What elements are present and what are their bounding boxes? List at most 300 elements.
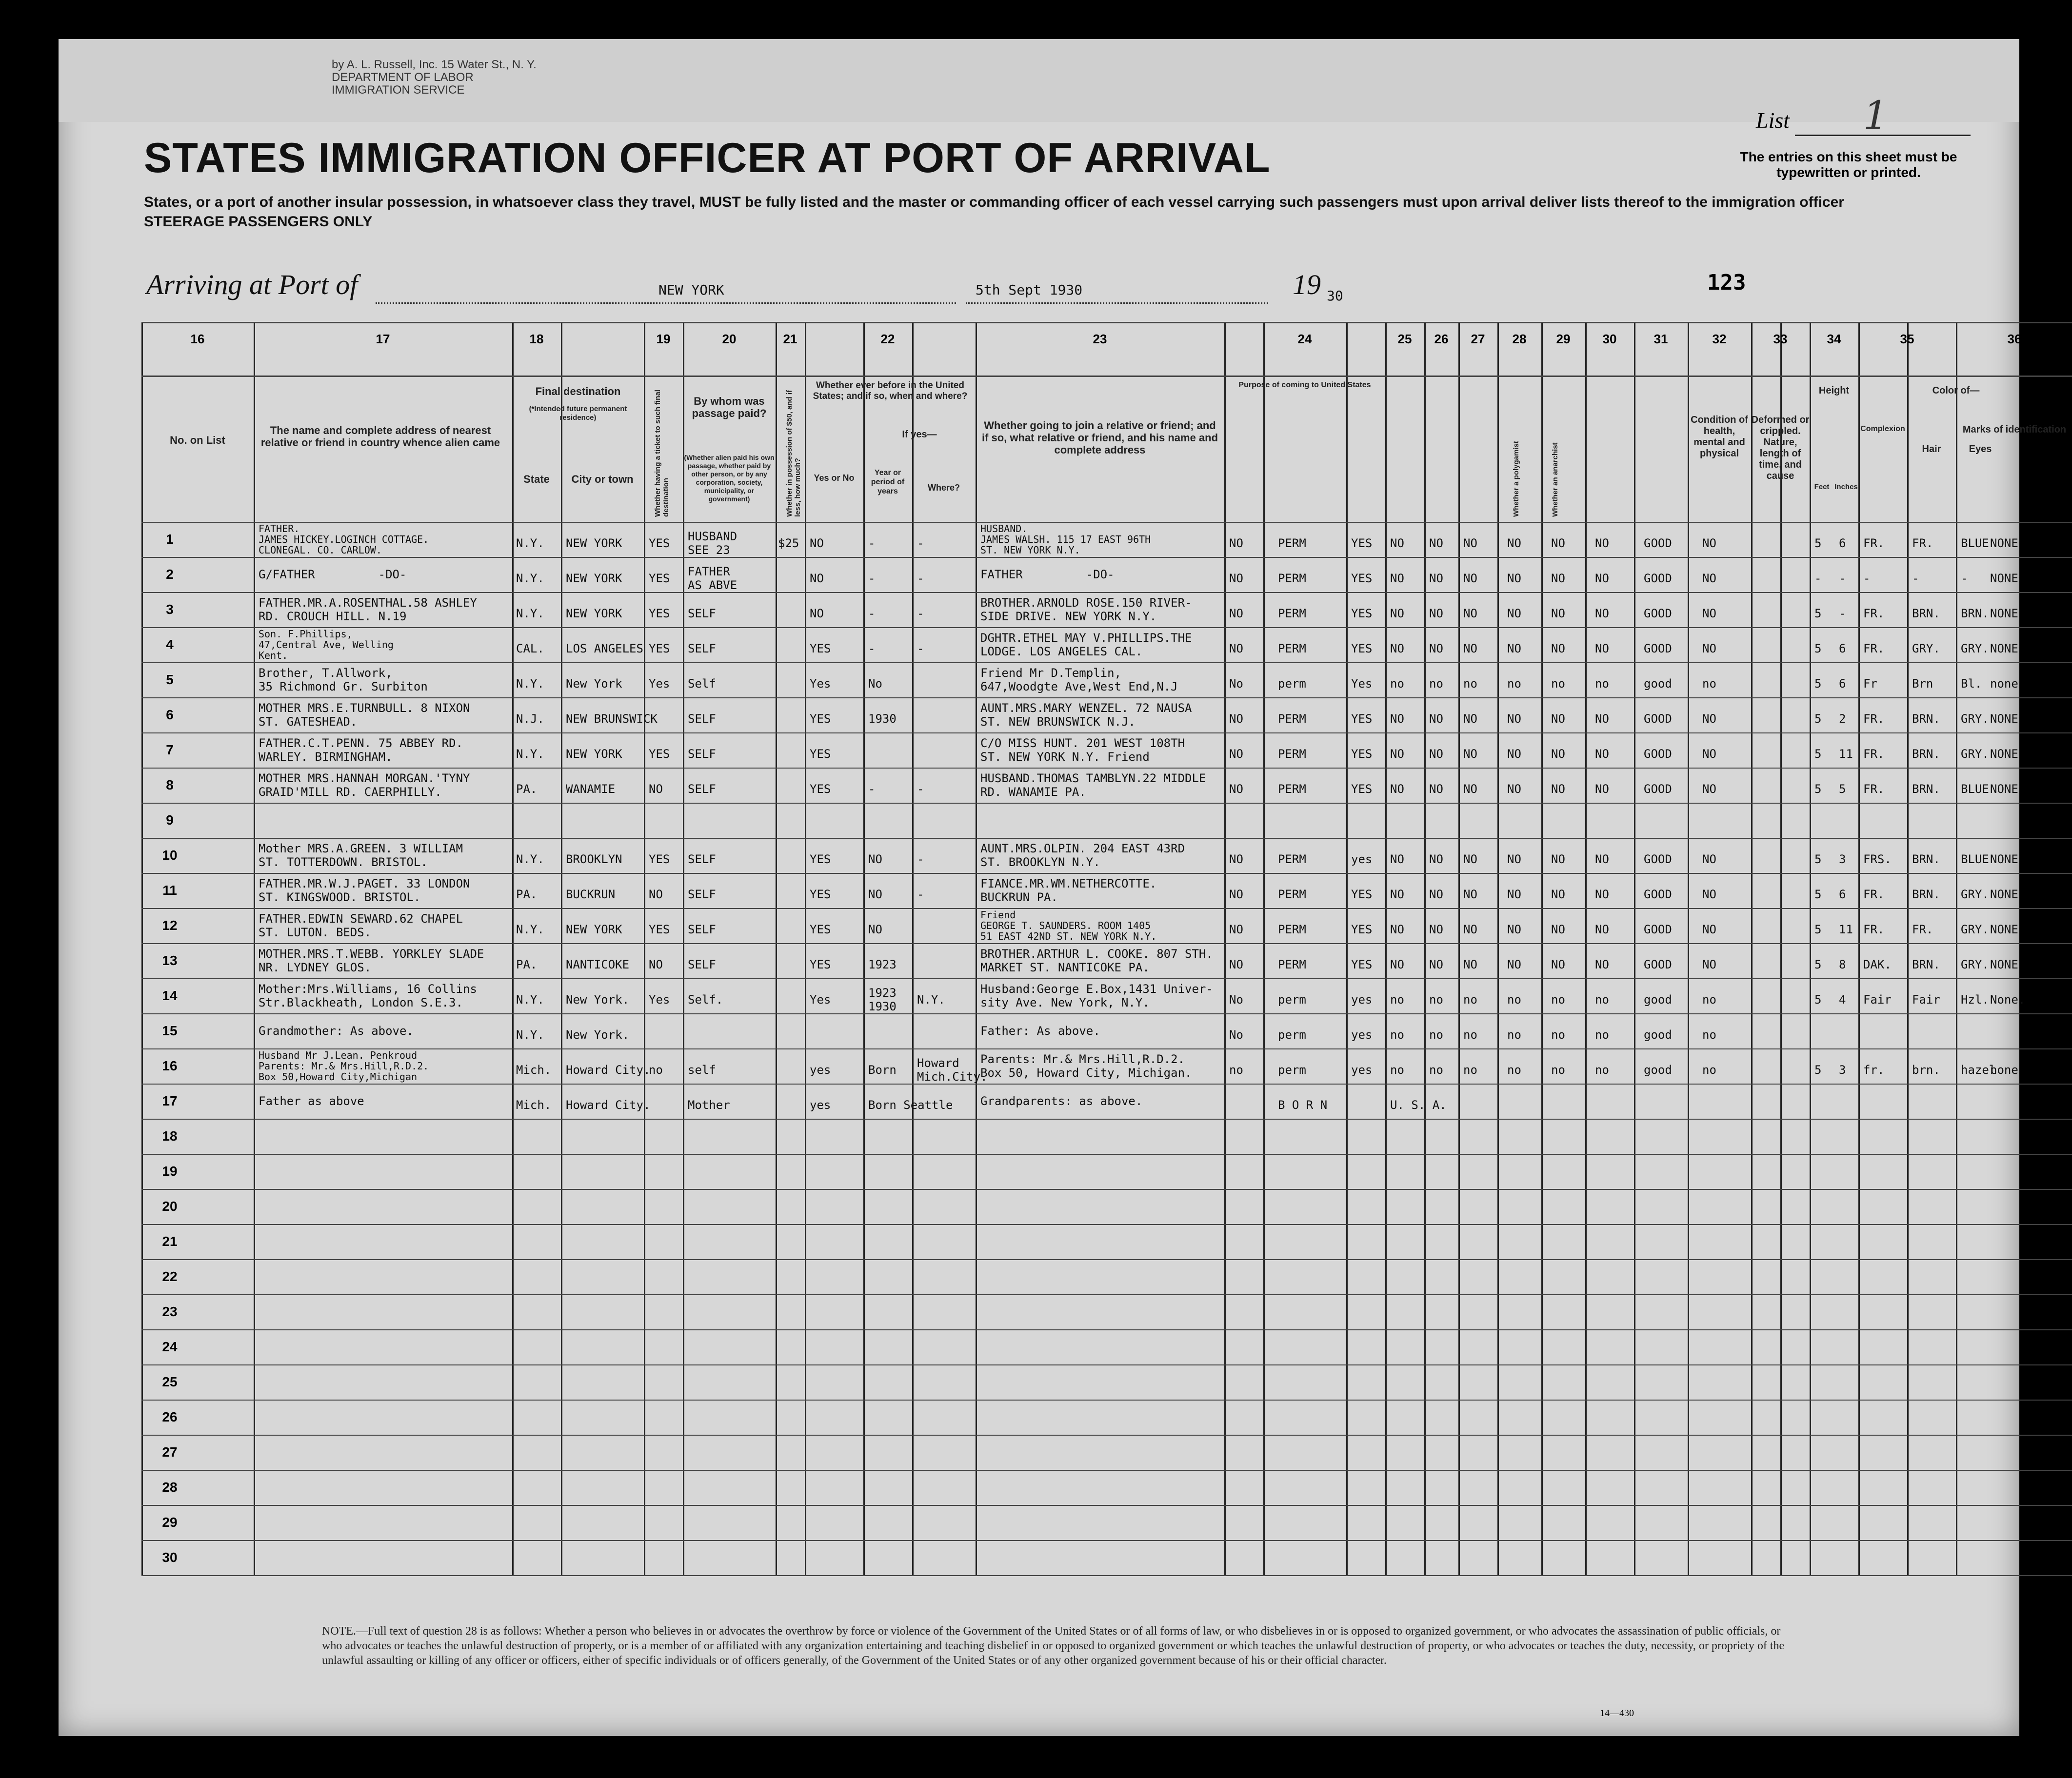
- grid-vline: [1497, 322, 1499, 1575]
- grid-vline: [1810, 322, 1811, 1575]
- cell-p1: NO: [1229, 607, 1243, 620]
- cell-paid: Mother: [688, 1098, 730, 1112]
- cell-c28: NO: [1507, 536, 1521, 550]
- cell-ticket: NO: [649, 958, 663, 971]
- cell-hair: BRN.: [1912, 712, 1940, 726]
- cell-state: N.Y.: [516, 747, 544, 761]
- cell-c28: NO: [1507, 607, 1521, 620]
- cell-where: -: [917, 642, 924, 655]
- passenger-class: STEERAGE PASSENGERS ONLY: [144, 214, 373, 230]
- cell-ticket: YES: [649, 642, 670, 655]
- grid-vline: [1263, 322, 1265, 1575]
- cell-p1: NO: [1229, 888, 1243, 901]
- cell-comp: Fr: [1863, 677, 1877, 691]
- cell-rel: FATHER.MR.A.ROSENTHAL.58 ASHLEY RD. CROUCH HILL. N.19: [259, 596, 477, 623]
- cell-comp: FR.: [1863, 712, 1885, 726]
- cell-c28: no: [1507, 993, 1521, 1007]
- cell-c25: NO: [1390, 958, 1404, 971]
- column-header-state: State: [523, 473, 550, 485]
- cell-year: 1923 1930: [868, 986, 897, 1013]
- cell-c26: NO: [1429, 607, 1443, 620]
- cell-in: -: [1839, 572, 1846, 585]
- cell-c25: NO: [1390, 572, 1404, 585]
- cell-p1: NO: [1229, 572, 1243, 585]
- cell-hair: BRN.: [1912, 852, 1940, 866]
- grid-hline: [141, 1575, 2072, 1576]
- cell-p1: NO: [1229, 536, 1243, 550]
- cell-c25: NO: [1390, 852, 1404, 866]
- cell-paid: HUSBAND SEE 23: [688, 530, 737, 557]
- cell-marks: none: [1990, 1063, 2018, 1077]
- cell-before: YES: [810, 747, 831, 761]
- row-number: 6: [166, 707, 174, 722]
- list-underline: [1795, 135, 1971, 136]
- cell-c30: NO: [1595, 536, 1609, 550]
- cell-ft: 5: [1814, 642, 1822, 655]
- row-number: 30: [162, 1550, 178, 1565]
- cell-city: NEW YORK: [566, 747, 622, 761]
- grid-hline: [141, 375, 2072, 377]
- column-header-if-yes: If yes—: [902, 429, 937, 440]
- row-number: 19: [162, 1164, 178, 1179]
- column-header-color-of: Color of—: [1932, 385, 1980, 396]
- column-header-eyes: Eyes: [1969, 444, 1992, 454]
- cell-in: -: [1839, 607, 1846, 620]
- row-number: 5: [166, 672, 174, 687]
- grid-hline: [141, 908, 2072, 909]
- column-header-paid-by-note: (Whether alien paid his own passage, whether paid by other person, or by any corporation, society, municipality, or government): [684, 454, 775, 503]
- cell-c28: no: [1507, 677, 1521, 691]
- date-value: 5th Sept 1930: [976, 282, 1083, 298]
- cell-c26: no: [1429, 677, 1443, 691]
- cell-p1: No: [1229, 1028, 1243, 1042]
- cell-before: YES: [810, 782, 831, 796]
- date-underline: [966, 302, 1268, 304]
- cell-state: N.Y.: [516, 572, 544, 585]
- cell-comp: FR.: [1863, 888, 1885, 901]
- cell-city: New York.: [566, 993, 630, 1007]
- cell-before: NO: [810, 572, 824, 585]
- cell-c27: NO: [1463, 536, 1477, 550]
- cell-c30: NO: [1595, 782, 1609, 796]
- cell-eyes: GRY.: [1961, 923, 1989, 936]
- cell-before: NO: [810, 536, 824, 550]
- cell-comp: Fair: [1863, 993, 1892, 1007]
- column-number: 35: [1900, 332, 1914, 346]
- cell-comp: FR.: [1863, 536, 1885, 550]
- grid-hline: [141, 838, 2072, 839]
- cell-comp: FR.: [1863, 642, 1885, 655]
- grid-vline: [1458, 322, 1460, 1575]
- cell-join: AUNT.MRS.OLPIN. 204 EAST 43RD ST. BROOKLYN N.Y.: [980, 842, 1185, 869]
- column-header-purpose: Purpose of coming to United States: [1238, 381, 1371, 389]
- cell-c29: NO: [1551, 958, 1565, 971]
- column-number: 19: [656, 332, 671, 346]
- cell-c29: no: [1551, 993, 1565, 1007]
- grid-hline: [141, 1435, 2072, 1436]
- cell-join: AUNT.MRS.MARY WENZEL. 72 NAUSA ST. NEW BRUNSWICK N.J.: [980, 701, 1192, 729]
- column-header-relative-home: The name and complete address of nearest relative or friend in country whence alien came: [260, 424, 500, 449]
- column-header-marks: Marks of identification: [1962, 424, 2067, 435]
- grid-hline: [141, 978, 2072, 979]
- grid-vline: [141, 322, 143, 1575]
- cell-deform: NO: [1702, 536, 1716, 550]
- grid-hline: [141, 557, 2072, 558]
- entries-note: The entries on this sheet must be typewritten or printed.: [1740, 149, 1957, 180]
- cell-p2: PERM: [1278, 572, 1306, 585]
- cell-c29: NO: [1551, 888, 1565, 901]
- cell-paid: SELF: [688, 923, 716, 936]
- row-number: 9: [166, 812, 174, 828]
- cell-hair: BRN.: [1912, 607, 1940, 620]
- cell-comp: FR.: [1863, 923, 1885, 936]
- cell-health: good: [1644, 993, 1672, 1007]
- cell-rel: FATHER.C.T.PENN. 75 ABBEY RD. WARLEY. BIRMINGHAM.: [259, 736, 463, 764]
- column-number: 17: [376, 332, 390, 346]
- cell-paid: FATHER AS ABVE: [688, 565, 737, 592]
- column-number: 34: [1827, 332, 1841, 346]
- row-number: 14: [162, 988, 178, 1003]
- cell-c27: NO: [1463, 923, 1477, 936]
- cell-rel: Father as above: [259, 1094, 364, 1108]
- cell-c26: no: [1429, 1028, 1443, 1042]
- cell-poss: $25: [778, 536, 799, 550]
- cell-rel: FATHER. JAMES HICKEY.LOGINCH COTTAGE. CLONEGAL. CO. CARLOW.: [259, 523, 429, 556]
- grid-hline: [141, 873, 2072, 874]
- grid-vline: [1585, 322, 1587, 1575]
- cell-join: FIANCE.MR.WM.NETHERCOTTE. BUCKRUN PA.: [980, 877, 1157, 904]
- cell-eyes: GRY.: [1961, 888, 1989, 901]
- cell-c26: NO: [1429, 642, 1443, 655]
- grid-vline: [1224, 322, 1226, 1575]
- cell-c25: NO: [1390, 747, 1404, 761]
- cell-where: -: [917, 572, 924, 585]
- cell-state: N.Y.: [516, 1028, 544, 1042]
- cell-in: 11: [1839, 747, 1853, 761]
- cell-year: -: [868, 572, 876, 585]
- cell-hair: BRN.: [1912, 747, 1940, 761]
- cell-city: Howard City.: [566, 1098, 651, 1112]
- cell-c27: no: [1463, 1063, 1477, 1077]
- cell-state: PA.: [516, 958, 538, 971]
- cell-marks: NONE: [1990, 852, 2018, 866]
- row-number: 17: [162, 1093, 178, 1108]
- cell-deform: no: [1702, 993, 1716, 1007]
- grid-hline: [141, 943, 2072, 944]
- cell-c26: NO: [1429, 852, 1443, 866]
- cell-ticket: YES: [649, 572, 670, 585]
- column-header-deformed: Deformed or crippled. Nature, length of time, and cause: [1751, 415, 1810, 481]
- cell-ft: 5: [1814, 993, 1822, 1007]
- cell-before: YES: [810, 958, 831, 971]
- cell-marks: NONE: [1990, 782, 2018, 796]
- cell-ft: 5: [1814, 782, 1822, 796]
- cell-eyes: GRY.: [1961, 712, 1989, 726]
- cell-c26: no: [1429, 1063, 1443, 1077]
- cell-comp: fr.: [1863, 1063, 1885, 1077]
- punch-hole: [29, 517, 55, 542]
- cell-paid: self: [688, 1063, 716, 1077]
- cell-c25: no: [1390, 677, 1404, 691]
- cell-eyes: BLUE: [1961, 852, 1989, 866]
- cell-c25: NO: [1390, 888, 1404, 901]
- cell-c26: NO: [1429, 958, 1443, 971]
- cell-eyes: BLUE: [1961, 536, 1989, 550]
- cell-p3: YES: [1351, 923, 1373, 936]
- cell-c30: NO: [1595, 923, 1609, 936]
- cell-c25: NO: [1390, 536, 1404, 550]
- cell-health: GOOD: [1644, 958, 1672, 971]
- grid-hline: [141, 1224, 2072, 1225]
- cell-state: Mich.: [516, 1098, 552, 1112]
- grid-hline: [141, 1540, 2072, 1541]
- cell-hair: brn.: [1912, 1063, 1940, 1077]
- grid-hline: [141, 1189, 2072, 1190]
- cell-city: NEW YORK: [566, 536, 622, 550]
- grid-vline: [1541, 322, 1543, 1575]
- cell-paid: SELF: [688, 747, 716, 761]
- cell-c30: NO: [1595, 712, 1609, 726]
- cell-c25: NO: [1390, 923, 1404, 936]
- port-underline: [376, 302, 956, 304]
- cell-eyes: BLUE: [1961, 782, 1989, 796]
- column-header-yes-no: Yes or No: [814, 473, 855, 483]
- grid-hline: [141, 1013, 2072, 1014]
- row-number: 3: [166, 602, 174, 617]
- row-number: 13: [162, 953, 178, 968]
- cell-p1: NO: [1229, 747, 1243, 761]
- cell-c30: NO: [1595, 852, 1609, 866]
- column-number: 29: [1556, 332, 1571, 346]
- cell-p3: YES: [1351, 782, 1373, 796]
- cell-hair: Fair: [1912, 993, 1940, 1007]
- cell-c27: no: [1463, 993, 1477, 1007]
- cell-marks: NONE: [1990, 607, 2018, 620]
- cell-deform: no: [1702, 1028, 1716, 1042]
- cell-c29: NO: [1551, 747, 1565, 761]
- cell-before: Yes: [810, 677, 831, 691]
- grid-hline: [141, 1505, 2072, 1506]
- cell-state: PA.: [516, 888, 538, 901]
- cell-health: GOOD: [1644, 607, 1672, 620]
- column-header-where: Where?: [927, 483, 960, 493]
- cell-year: No: [868, 677, 882, 691]
- cell-in: 6: [1839, 642, 1846, 655]
- cell-ft: 5: [1814, 923, 1822, 936]
- grid-vline: [1907, 322, 1909, 1575]
- cell-before: yes: [810, 1063, 831, 1077]
- column-number: 25: [1397, 332, 1412, 346]
- row-number: 23: [162, 1304, 178, 1319]
- cell-health: GOOD: [1644, 642, 1672, 655]
- instruction-text: States, or a port of another insular possession, in whatsoever class they travel, MUST be fully listed and the master or commanding officer of each vessel carrying such passengers must upon arrival deliver lists thereof to the immigration officer: [144, 194, 1844, 210]
- grid-hline: [141, 322, 2072, 323]
- cell-year: NO: [868, 852, 882, 866]
- row-number: 21: [162, 1234, 178, 1249]
- cell-c27: NO: [1463, 712, 1477, 726]
- cell-state: N.Y.: [516, 607, 544, 620]
- cell-health: good: [1644, 1063, 1672, 1077]
- cell-hair: FR.: [1912, 536, 1933, 550]
- cell-ticket: Yes: [649, 993, 670, 1007]
- column-header-ticket: Whether having a ticket to such final destination: [654, 390, 670, 517]
- cell-p2: PERM: [1278, 782, 1306, 796]
- cell-marks: none: [1990, 677, 2018, 691]
- cell-where: -: [917, 852, 924, 866]
- cell-c29: NO: [1551, 607, 1565, 620]
- cell-join: BROTHER.ARTHUR L. COOKE. 807 STH. MARKET ST. NANTICOKE PA.: [980, 947, 1213, 974]
- cell-join: Friend GEORGE T. SAUNDERS. ROOM 1405 51 EAST 42ND ST. NEW YORK N.Y.: [980, 909, 1157, 942]
- cell-ticket: YES: [649, 852, 670, 866]
- cell-p1: no: [1229, 1063, 1243, 1077]
- cell-rel: Mother:Mrs.Williams, 16 Collins Str.Blackheath, London S.E.3.: [259, 982, 477, 1009]
- cell-c25: no: [1390, 993, 1404, 1007]
- cell-marks: NONE: [1990, 923, 2018, 936]
- cell-c27: NO: [1463, 852, 1477, 866]
- cell-rel: MOTHER.MRS.T.WEBB. YORKLEY SLADE NR. LYDNEY GLOS.: [259, 947, 484, 974]
- cell-c29: NO: [1551, 572, 1565, 585]
- cell-before: Yes: [810, 993, 831, 1007]
- cell-before: NO: [810, 607, 824, 620]
- cell-health: GOOD: [1644, 782, 1672, 796]
- grid-hline: [141, 1084, 2072, 1085]
- cell-c28: NO: [1507, 712, 1521, 726]
- row-number: 7: [166, 742, 174, 757]
- grid-vline: [644, 322, 645, 1575]
- grid-hline: [141, 1470, 2072, 1471]
- cell-c28: no: [1507, 1063, 1521, 1077]
- cell-year: -: [868, 536, 876, 550]
- cell-state: N.Y.: [516, 536, 544, 550]
- cell-join: Father: As above.: [980, 1024, 1100, 1038]
- column-number: 36: [2007, 332, 2022, 346]
- cell-c27: NO: [1463, 607, 1477, 620]
- cell-c26: NO: [1429, 572, 1443, 585]
- cell-c29: no: [1551, 677, 1565, 691]
- grid-hline: [141, 1259, 2072, 1260]
- grid-vline: [1780, 322, 1782, 1575]
- cell-eyes: Hzl.: [1961, 993, 1989, 1007]
- cell-join: HUSBAND.THOMAS TAMBLYN.22 MIDDLE RD. WANAMIE PA.: [980, 771, 1206, 799]
- column-header-no-on-list: No. on List: [170, 434, 225, 446]
- column-number: 31: [1654, 332, 1668, 346]
- cell-p1: NO: [1229, 958, 1243, 971]
- cell-rel: Husband Mr J.Lean. Penkroud Parents: Mr.& Mrs.Hill,R.D.2. Box 50,Howard City,Michigan: [259, 1049, 429, 1083]
- cell-eyes: Bl.: [1961, 677, 1982, 691]
- cell-c28: NO: [1507, 747, 1521, 761]
- cell-city: BROOKLYN: [566, 852, 622, 866]
- cell-state: N.J.: [516, 712, 544, 726]
- cell-c27: NO: [1463, 572, 1477, 585]
- column-header-feet: Feet: [1814, 483, 1830, 491]
- cell-p2: PERM: [1278, 642, 1306, 655]
- list-number: 1: [1863, 93, 1888, 138]
- cell-marks: NONE: [1990, 642, 2018, 655]
- cell-comp: FR.: [1863, 607, 1885, 620]
- cell-deform: no: [1702, 677, 1716, 691]
- cell-p2: PERM: [1278, 747, 1306, 761]
- cell-c25: NO: [1390, 642, 1404, 655]
- grid-hline: [141, 1400, 2072, 1401]
- cell-city: New York.: [566, 1028, 630, 1042]
- cell-deform: NO: [1702, 852, 1716, 866]
- grid-hline: [141, 1294, 2072, 1295]
- year-prefix: 19: [1293, 269, 1321, 300]
- cell-ft: 5: [1814, 747, 1822, 761]
- cell-marks: NONE: [1990, 536, 2018, 550]
- grid-vline: [1858, 322, 1860, 1575]
- cell-health: GOOD: [1644, 572, 1672, 585]
- cell-c28: NO: [1507, 958, 1521, 971]
- row-number: 2: [166, 567, 174, 582]
- cell-in: 5: [1839, 782, 1846, 796]
- cell-comp: DAK.: [1863, 958, 1892, 971]
- cell-join: Parents: Mr.& Mrs.Hill,R.D.2. Box 50, Howard City, Michigan.: [980, 1052, 1192, 1080]
- column-number: 16: [190, 332, 205, 346]
- punch-hole: [29, 605, 55, 630]
- cell-health: GOOD: [1644, 712, 1672, 726]
- cell-health: GOOD: [1644, 852, 1672, 866]
- punch-hole: [29, 341, 55, 367]
- cell-state: PA.: [516, 782, 538, 796]
- cell-city: New York: [566, 677, 622, 691]
- column-header-final-dest: Final destination: [535, 385, 621, 397]
- grid-vline: [1956, 322, 1957, 1575]
- grid-vline: [912, 322, 914, 1575]
- arriving-label: Arriving at Port of: [146, 269, 358, 300]
- service-line: IMMIGRATION SERVICE: [332, 83, 465, 97]
- cell-in: 4: [1839, 993, 1846, 1007]
- cell-ticket: YES: [649, 747, 670, 761]
- column-header-polygamist: Whether a polygamist: [1512, 441, 1520, 517]
- row-number: 10: [162, 848, 178, 863]
- cell-hair: Brn: [1912, 677, 1933, 691]
- cell-ft: 5: [1814, 888, 1822, 901]
- row-number: 4: [166, 637, 174, 652]
- row-number: 12: [162, 918, 178, 933]
- cell-city: NEW BRUNSWICK: [566, 712, 657, 726]
- cell-p3: YES: [1351, 607, 1373, 620]
- cell-deform: no: [1702, 1063, 1716, 1077]
- cell-health: GOOD: [1644, 747, 1672, 761]
- cell-deform: NO: [1702, 607, 1716, 620]
- column-number: 23: [1093, 332, 1107, 346]
- column-number: 21: [783, 332, 797, 346]
- cell-p2: PERM: [1278, 712, 1306, 726]
- cell-ticket: Yes: [649, 677, 670, 691]
- cell-eyes: -: [1961, 572, 1968, 585]
- cell-year: -: [868, 782, 876, 796]
- cell-city: NANTICOKE: [566, 958, 630, 971]
- cell-c25: NO: [1390, 607, 1404, 620]
- cell-c29: NO: [1551, 852, 1565, 866]
- cell-p1: NO: [1229, 642, 1243, 655]
- cell-ft: 5: [1814, 712, 1822, 726]
- column-number: 32: [1712, 332, 1727, 346]
- cell-p3: YES: [1351, 958, 1373, 971]
- column-number: 27: [1471, 332, 1485, 346]
- column-header-complexion: Complexion: [1860, 425, 1905, 433]
- cell-state: N.Y.: [516, 993, 544, 1007]
- cell-paid: SELF: [688, 888, 716, 901]
- cell-c30: NO: [1595, 607, 1609, 620]
- row-number: 1: [166, 532, 174, 547]
- cell-marks: NONE: [1990, 747, 2018, 761]
- cell-in: 6: [1839, 888, 1846, 901]
- column-header-joining: Whether going to join a relative or friend; and if so, what relative or friend, and his name and complete address: [981, 419, 1218, 456]
- column-number: 26: [1434, 332, 1449, 346]
- grid-hline: [141, 732, 2072, 733]
